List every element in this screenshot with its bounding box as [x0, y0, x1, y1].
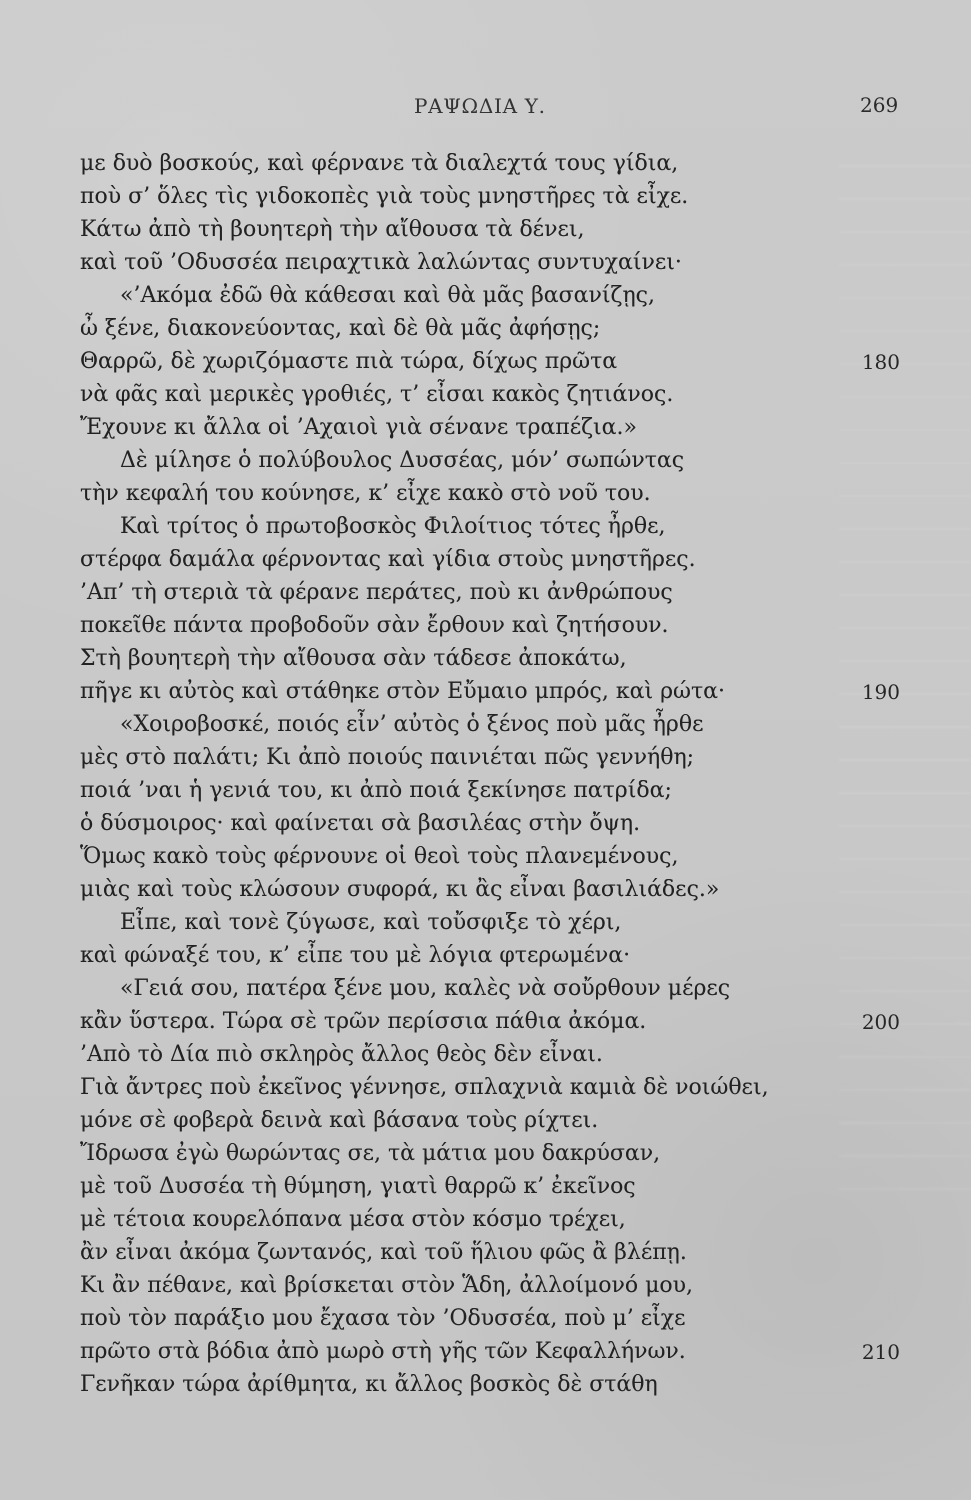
poem-line-29: Γιὰ ἄντρες ποὺ ἐκεῖνος γέννησε, σπλαχνιὰ καμιὰ δὲ νοιώθει, [80, 1075, 769, 1100]
line-number-190: 190 [861, 680, 900, 704]
line-number-180: 180 [861, 350, 900, 374]
poem-line-26: «Γειά σου, πατέρα ξένε μου, καλὲς νὰ σοὔρθουν μέρες [120, 976, 731, 1001]
poem-line-28: ’Απὸ τὸ Δία πιὸ σκληρὸς ἄλλος θεὸς δὲν εἶναι. [80, 1042, 603, 1067]
poem-line-5: «’Ακόμα ἐδῶ θὰ κάθεσαι καὶ θὰ μᾶς βασανίζῃς, [120, 283, 655, 308]
poem-line-12: Καὶ τρίτος ὁ πρωτοβοσκὸς Φιλοίτιος τότες ἦρθε, [120, 514, 666, 539]
poem-line-6: ὦ ξένε, διακονεύοντας, καὶ δὲ θὰ μᾶς ἀφήσῃς; [80, 316, 601, 341]
poem-line-19: μὲς στὸ παλάτι; Κι ἀπὸ ποιούς παινιέται πῶς γεννήθη; [80, 745, 695, 770]
poem-line-1: με δυὸ βοσκούς, καὶ φέρνανε τὰ διαλεχτά τους γίδια, [80, 151, 679, 176]
poem-line-2: ποὺ σ’ ὅλες τὶς γιδοκοπὲς γιὰ τοὺς μνηστῆρες τὰ εἶχε. [80, 184, 689, 209]
poem-line-17: πῆγε κι αὐτὸς καὶ στάθηκε στὸν Εὔμαιο μπρός, καὶ ρώτα· [80, 679, 725, 704]
poem-line-18: «Χοιροβοσκέ, ποιός εἶν’ αὐτὸς ὁ ξένος ποὺ μᾶς ἦρθε [120, 712, 704, 737]
poem-line-4: καὶ τοῦ ’Οδυσσέα πειραχτικὰ λαλώντας συντυχαίνει· [80, 250, 682, 275]
poem-line-30: μόνε σὲ φοβερὰ δεινὰ καὶ βάσανα τοὺς ρίχτει. [80, 1108, 599, 1133]
poem-line-34: ἂν εἶναι ἀκόμα ζωντανός, καὶ τοῦ ἥλιου φῶς ἂ βλέπῃ. [80, 1240, 687, 1265]
line-number-200: 200 [861, 1010, 900, 1034]
poem-line-3: Κάτω ἀπὸ τὴ βουητερὴ τὴν αἴθουσα τὰ δένει, [80, 217, 585, 242]
poem-line-14: ’Απ’ τὴ στεριὰ τὰ φέρανε περάτες, ποὺ κι ἀνθρώπους [80, 580, 673, 605]
line-number-210: 210 [861, 1340, 900, 1364]
poem-line-21: ὁ δύσμοιρος· καὶ φαίνεται σὰ βασιλέας στὴν ὄψη. [80, 811, 641, 836]
poem-line-31: Ἴδρωσα ἐγὼ θωρώντας σε, τὰ μάτια μου δακρύσαν, [80, 1141, 661, 1166]
poem-line-36: ποὺ τὸν παράξιο μου ἔχασα τὸν ’Οδυσσέα, ποὺ μ’ εἶχε [80, 1306, 686, 1331]
poem-line-33: μὲ τέτοια κουρελόπανα μέσα στὸν κόσμο τρέχει, [80, 1207, 626, 1232]
poem-line-32: μὲ τοῦ Δυσσέα τὴ θύμηση, γιατὶ θαρρῶ κ’ ἐκεῖνος [80, 1174, 636, 1199]
poem-line-23: μιὰς καὶ τοὺς κλώσουν συφορά, κι ἂς εἶναι βασιλιάδες.» [80, 877, 720, 902]
poem-line-11: τὴν κεφαλή του κούνησε, κ’ εἶχε κακὸ στὸ νοῦ του. [80, 481, 651, 506]
poem-text-block [0, 149, 971, 1397]
poem-line-27: κἂν ὕστερα. Τώρα σὲ τρῶν περίσσια πάθια ἀκόμα. [80, 1009, 647, 1034]
poem-line-20: ποιά ’ναι ἡ γενιά του, κι ἀπὸ ποιά ξεκίνησε πατρίδα; [80, 778, 672, 803]
poem-line-8: νὰ φᾶς καὶ μερικὲς γροθιές, τ’ εἶσαι κακὸς ζητιάνος. [80, 382, 674, 407]
poem-line-38: Γενῆκαν τώρα ἀρίθμητα, κι ἄλλος βοσκὸς δὲ στάθη [80, 1372, 658, 1397]
running-head: ΡΑΨΩΔΙΑ Υ. [414, 94, 546, 118]
poem-line-10: Δὲ μίλησε ὁ πολύβουλος Δυσσέας, μόν’ σωπώντας [120, 448, 685, 473]
page-number: 269 [860, 93, 899, 117]
poem-line-16: Στὴ βουητερὴ τὴν αἴθουσα σὰν τάδεσε ἀποκάτω, [80, 646, 627, 671]
poem-line-15: ποκεῖθε πάντα προβοδοῦν σὰν ἔρθουν καὶ ζητήσουν. [80, 613, 669, 638]
poem-line-35: Κι ἂν πέθανε, καὶ βρίσκεται στὸν Ἅδη, ἀλλοίμονό μου, [80, 1273, 693, 1298]
poem-line-25: καὶ φώναξέ του, κ’ εἶπε του μὲ λόγια φτερωμένα· [80, 943, 631, 968]
poem-line-22: Ὅμως κακὸ τοὺς φέρνουνε οἱ θεοὶ τοὺς πλανεμένους, [80, 844, 679, 869]
poem-line-7: Θαρρῶ, δὲ χωριζόμαστε πιὰ τώρα, δίχως πρῶτα [80, 349, 618, 374]
poem-line-13: στέρφα δαμάλα φέρνοντας καὶ γίδια στοὺς μνηστῆρες. [80, 547, 696, 572]
poem-line-24: Εἶπε, καὶ τονὲ ζύγωσε, καὶ τοὔσφιξε τὸ χέρι, [120, 910, 622, 935]
poem-line-9: Ἔχουνε κι ἄλλα οἱ ’Αχαιοὶ γιὰ σένανε τραπέζια.» [80, 415, 637, 440]
poem-line-37: πρῶτο στὰ βόδια ἀπὸ μωρὸ στὴ γῆς τῶν Κεφαλλήνων. [80, 1339, 686, 1364]
